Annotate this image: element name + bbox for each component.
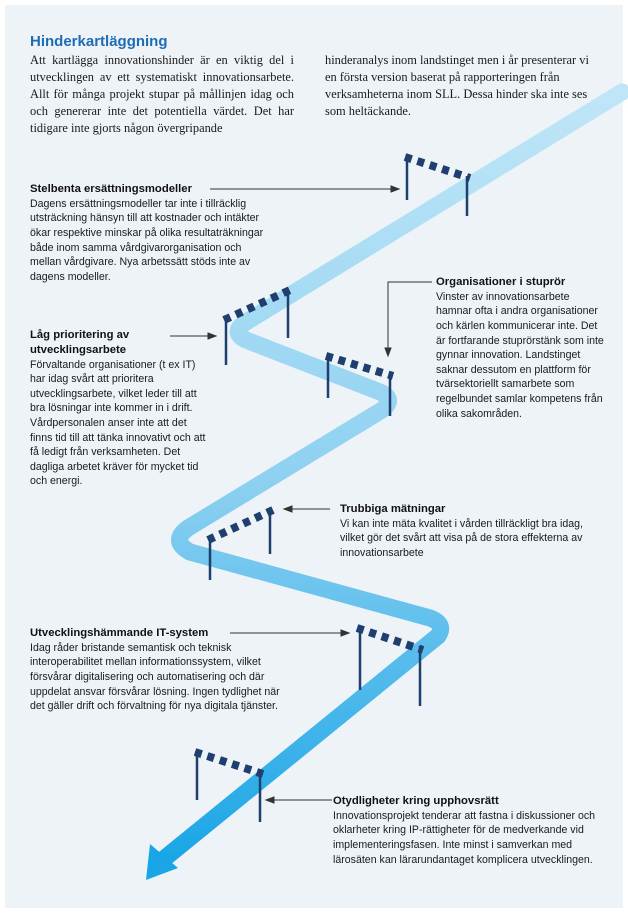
intro-text-left: Att kartlägga innovationshinder är en viktig del i utvecklingen av ett systematiskt innovationsarbete. Allt för många projekt stupar på mållinjen idag och och genererar inte det potentiella värdet. Det har tidigare inte gjorts någon övergripande — [30, 53, 294, 135]
obstacle-text: Vi kan inte mäta kvalitet i vården tillräckligt bra idag, vilket gör det svårt att visa på de stora effekterna av innovationsarbete — [340, 517, 583, 559]
obstacle-title: Låg prioritering av utvecklingsarbete — [30, 329, 130, 356]
pointer-arrow-3 — [388, 282, 432, 352]
obstacle-text: Idag råder bristande semantisk och teknisk interoperabilitet mellan informationssystem, vilket försvårar digitalisering och automatisering och där uppdelat ansvar försvårar lösning. Ingen tydlighet när det gäller drift och förvaltning för nya digitala tjänster. — [30, 641, 280, 713]
obstacle-text: Dagens ersättningsmodeller tar inte i tillräcklig utsträckning hänsyn till att kostnader och intäkter ökar respektive minskar på olika resultaträkningar både inom samma vårdgivarorganisation och mellan vårdgivare. Nya arbetssätt stöds inte av dagens modeller. — [30, 197, 264, 283]
obstacle-block-3 — [30, 328, 206, 489]
page-title: Hinderkartläggning — [30, 33, 168, 50]
obstacle-block-4 — [340, 502, 585, 561]
obstacle-block-5 — [30, 626, 285, 714]
obstacle-title: Organisationer i stuprör — [436, 276, 566, 288]
obstacle-text: Innovationsprojekt tenderar att fastna i diskussioner och oklarheter kring IP-rättigheter för de medverkande vid implementeringsfasen. Inte minst i samverkan med lärosäten kan lärarundantaget komplicera utvecklingen. — [333, 809, 596, 866]
obstacle-block-1 — [30, 182, 270, 284]
obstacle-block-2 — [436, 275, 606, 421]
obstacle-title: Stelbenta ersättningsmodeller — [30, 183, 192, 195]
obstacle-title: Utvecklingshämmande IT-system — [30, 627, 209, 639]
obstacle-title: Trubbiga mätningar — [340, 503, 446, 515]
obstacle-title: Otydligheter kring upphovsrätt — [333, 795, 499, 807]
obstacle-block-6 — [333, 794, 608, 867]
obstacle-text: Förvaltande organisationer (t ex IT) har idag svårt att prioritera utvecklingsarbete, vilket leder till att bra lösningar inte kommer in i drift. Vårdpersonalen anser inte att det finns tid till att tänka innovativt och att få ledigt från verksamheten. Det dagliga arbetet kräver för mycket tid och energi. — [30, 358, 206, 488]
intro-text-right: hinderanalys inom landstinget men i år presenterar vi en första version baserat på rapporteringen från verksamheterna inom SLL. Dessa hinder ska inte ses som heltäckande. — [325, 53, 589, 118]
obstacle-text: Vinster av innovationsarbete hamnar ofta i andra organisationer och kärlen kommunicerar inte. Det är fortfarande stuprörstänk som inte gynnar innovation. Landstinget saknar dessutom en plattform för tvärsektoriellt samarbete som regelbundet samlar kompetens från olika sakområden. — [436, 290, 604, 420]
